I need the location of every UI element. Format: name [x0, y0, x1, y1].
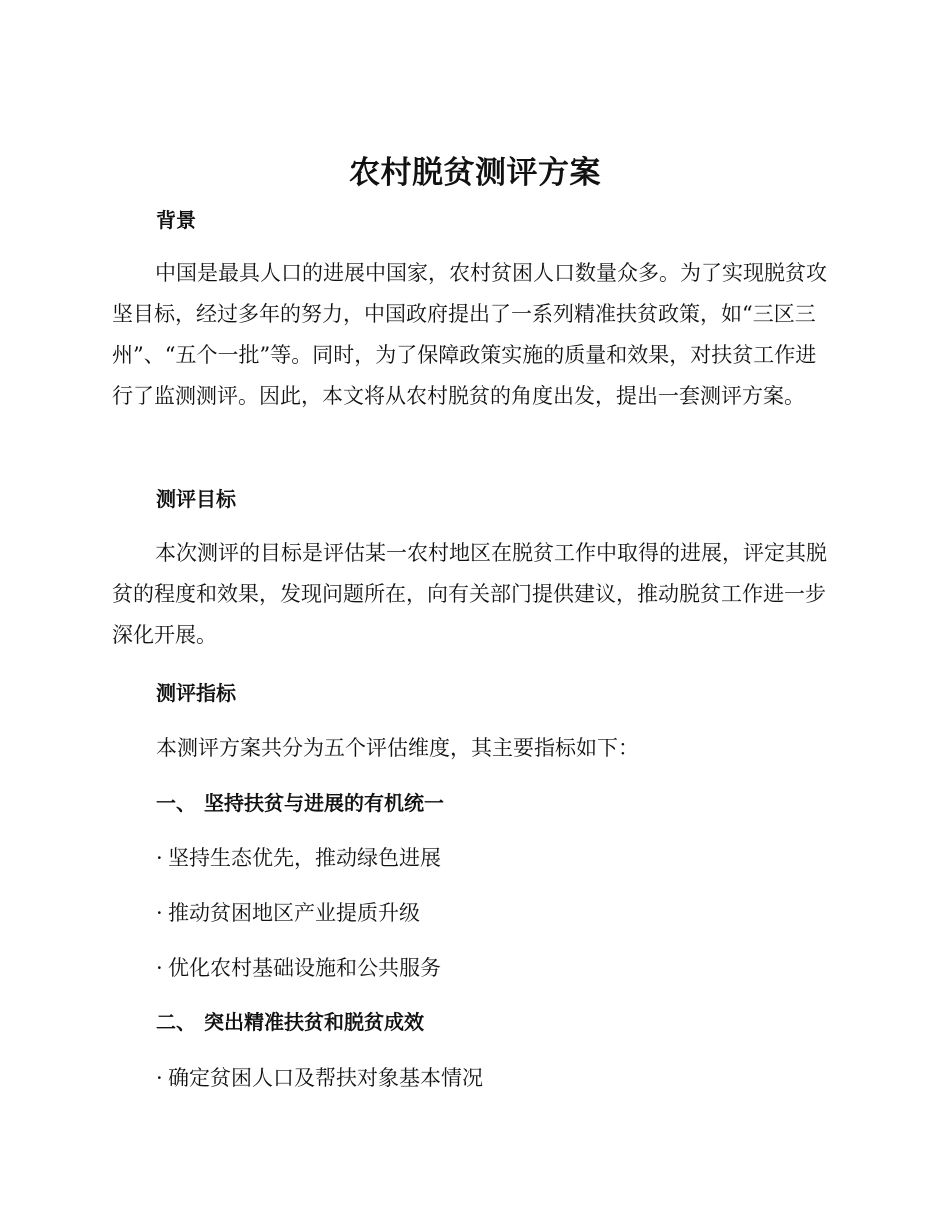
background-paragraph: 中国是最具人口的进展中国家，农村贫困人口数量众多。为了实现脱贫攻坚目标，经过多年的努力，中国政府提出了一系列精准扶贫政策，如“三区三州”、“五个一批”等。同时，为了保障政策实施的质量和效果，对扶贫工作进行了监测测评。因此，本文将从农村脱贫的角度出发，提出一套测评方案。 — [112, 261, 827, 408]
bullet-icon: · — [156, 846, 163, 870]
indicators-intro: 本测评方案共分为五个评估维度，其主要指标如下： — [156, 736, 639, 760]
dimension-number: 一、 — [156, 791, 196, 815]
section-heading-goal: 测评目标 — [156, 487, 236, 511]
list-item — [156, 1063, 483, 1093]
list-item-text: 推动贫困地区产业提质升级 — [168, 901, 420, 925]
list-item-text: 优化农村基础设施和公共服务 — [168, 956, 441, 980]
dimension-number: 二、 — [156, 1010, 196, 1034]
section-heading-indicators: 测评指标 — [156, 681, 236, 705]
list-item-text: 坚持生态优先，推动绿色进展 — [168, 846, 441, 870]
dimension-title: 突出精准扶贫和脱贫成效 — [204, 1010, 424, 1034]
list-item — [156, 898, 420, 928]
bullet-icon: · — [156, 901, 163, 925]
document-title: 农村脱贫测评方案 — [349, 155, 601, 191]
list-item-text: 确定贫困人口及帮扶对象基本情况 — [168, 1066, 483, 1090]
dimension-heading-2 — [156, 1008, 424, 1036]
bullet-icon: · — [156, 956, 163, 980]
bullet-icon: · — [156, 1066, 163, 1090]
section-heading-background: 背景 — [156, 208, 196, 232]
list-item — [156, 953, 441, 983]
goal-paragraph: 本次测评的目标是评估某一农村地区在脱贫工作中取得的进展，评定其脱贫的程度和效果，发现问题所在，向有关部门提供建议，推动脱贫工作进一步深化开展。 — [112, 541, 827, 647]
list-item — [156, 843, 441, 873]
dimension-heading-1 — [156, 789, 444, 817]
dimension-title: 坚持扶贫与进展的有机统一 — [204, 791, 444, 815]
